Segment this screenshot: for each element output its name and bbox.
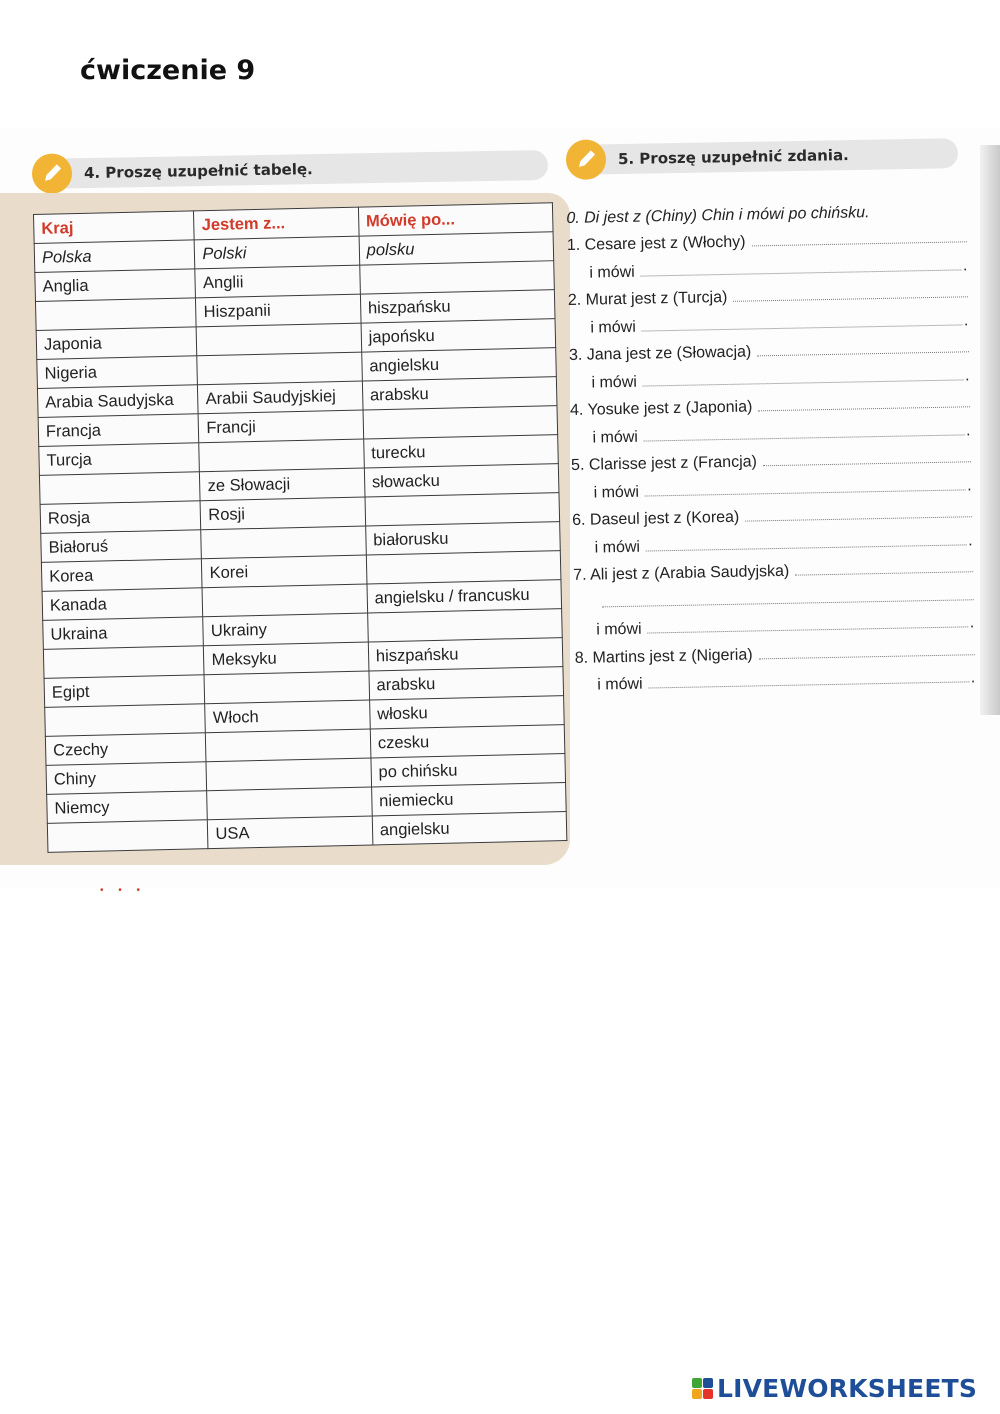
table-cell: japońsku — [361, 319, 556, 352]
table-cell: po chińsku — [371, 754, 566, 787]
blank-cell[interactable] — [35, 298, 196, 331]
table-cell: Kanada — [42, 588, 203, 621]
blank-cell[interactable] — [366, 551, 561, 584]
blank-cell[interactable] — [207, 787, 372, 820]
table-cell: polsku — [359, 232, 554, 265]
period: . — [963, 311, 969, 329]
blank-cell[interactable] — [201, 526, 366, 559]
sentence-text: 3. Jana jest ze (Słowacja) — [568, 343, 752, 364]
blank-cell[interactable] — [363, 406, 558, 439]
country-language-table — [33, 202, 567, 853]
period: . — [965, 421, 971, 439]
table-cell: Niemcy — [47, 791, 208, 824]
sentence-text: 2. Murat jest z (Turcja) — [567, 288, 728, 309]
table-cell: czesku — [370, 725, 565, 758]
sentence-text: 6. Daseul jest z (Korea) — [571, 508, 740, 529]
answer-blank-origin[interactable] — [763, 461, 971, 466]
example-sentence-text: 0. Di jest z (Chiny) Chin i mówi po chińsku. — [566, 203, 870, 227]
blank-cell[interactable] — [199, 439, 364, 472]
answer-blank-origin[interactable] — [757, 351, 969, 356]
liveworksheets-logo — [692, 1374, 977, 1403]
table-cell: Rosji — [200, 497, 365, 530]
table-cell: włosku — [369, 696, 564, 729]
sentence-text: i mówi — [591, 373, 638, 392]
logo-mark-icon — [692, 1378, 713, 1399]
table-cell: arabsku — [369, 667, 564, 700]
exercise4-table-wrap — [33, 202, 567, 853]
column-header-country: Kraj — [34, 211, 195, 244]
table-cell: USA — [208, 816, 373, 849]
page-title: ćwiczenie 9 — [80, 55, 256, 86]
table-cell: angielsku — [372, 812, 567, 845]
blank-cell[interactable] — [39, 472, 200, 505]
answer-blank-language[interactable] — [649, 681, 969, 688]
period: . — [967, 531, 973, 549]
table-cell: Turcja — [39, 443, 200, 476]
table-cell: Arabii Saudyjskiej — [198, 381, 363, 414]
table-cell: Czechy — [45, 733, 206, 766]
table-cell: hiszpańsku — [360, 290, 555, 323]
red-marks: • • • — [100, 885, 147, 896]
table-cell: Polska — [34, 240, 195, 273]
table-cell: arabsku — [362, 377, 557, 410]
column-header-from: Jestem z... — [194, 207, 359, 240]
exercise5-title: 5. Proszę uzupełnić zdania. — [600, 138, 958, 174]
period: . — [962, 256, 968, 274]
table-cell: angielsku / francusku — [367, 580, 562, 613]
sentence-text: i mówi — [592, 428, 639, 447]
answer-blank-origin[interactable] — [759, 654, 975, 659]
answer-blank-origin[interactable] — [795, 571, 973, 575]
blank-cell[interactable] — [365, 493, 560, 526]
sentence-text: i mówi — [590, 318, 636, 337]
table-cell: Korei — [202, 555, 367, 588]
sentence-text: i mówi — [594, 538, 641, 557]
table-cell: Polski — [195, 236, 360, 269]
sentence-text: i mówi — [596, 620, 642, 639]
exercise5-sentences — [566, 192, 975, 695]
table-cell: angielsku — [361, 348, 556, 381]
table-cell: Nigeria — [37, 356, 198, 389]
sentence-text: i mówi — [589, 263, 635, 282]
exercise5-header — [566, 133, 959, 180]
table-cell: Arabia Saudyjska — [37, 385, 198, 418]
answer-blank-origin[interactable] — [733, 296, 968, 302]
table-cell: Korea — [41, 559, 202, 592]
sentence-text: 4. Yosuke jest z (Japonia) — [569, 398, 753, 419]
table-cell: Anglia — [35, 269, 196, 302]
blank-cell[interactable] — [367, 609, 562, 642]
answer-blank-origin[interactable] — [758, 406, 970, 411]
period: . — [970, 669, 976, 687]
blank-cell[interactable] — [47, 820, 208, 853]
blank-cell[interactable] — [360, 261, 555, 294]
table-cell: ze Słowacji — [200, 468, 365, 501]
table-cell: Japonia — [36, 327, 197, 360]
sentence-text: 5. Clarisse jest z (Francja) — [570, 453, 758, 474]
blank-cell[interactable] — [204, 671, 369, 704]
blank-cell[interactable] — [206, 729, 371, 762]
logo-text: LIVEWORKSHEETS — [717, 1374, 978, 1403]
sentence-text: 7. Ali jest z (Arabia Saudyjska) — [573, 562, 790, 584]
table-cell: Hiszpanii — [196, 294, 361, 327]
table-cell: Francji — [198, 410, 363, 443]
period: . — [969, 614, 975, 632]
table-cell: Francja — [38, 414, 199, 447]
exercise4-title: 4. Proszę uzupełnić tabelę. — [66, 150, 548, 188]
page-edge-shadow — [980, 145, 1000, 715]
table-cell: Włoch — [205, 700, 370, 733]
column-header-language: Mówię po... — [358, 203, 553, 236]
table-cell: Meksyku — [204, 642, 369, 675]
table-cell: Białoruś — [41, 530, 202, 563]
blank-cell[interactable] — [43, 646, 204, 679]
table-cell: niemiecku — [371, 783, 566, 816]
table-cell: Chiny — [46, 762, 207, 795]
blank-cell[interactable] — [197, 352, 362, 385]
table-cell: białorusku — [365, 522, 560, 555]
sentence-text: 8. Martins jest z (Nigeria) — [574, 646, 753, 667]
blank-cell[interactable] — [197, 323, 362, 356]
table-cell: Ukraina — [43, 617, 204, 650]
table-cell: Egipt — [44, 675, 205, 708]
table-cell: Rosja — [40, 501, 201, 534]
table-cell: Ukrainy — [203, 613, 368, 646]
blank-cell[interactable] — [206, 758, 371, 791]
blank-cell[interactable] — [202, 584, 367, 617]
table-cell: Anglii — [195, 265, 360, 298]
sentence-text: i mówi — [597, 675, 643, 694]
table-cell: słowacku — [364, 464, 559, 497]
answer-blank-origin[interactable] — [745, 516, 972, 521]
answer-blank-origin[interactable] — [752, 241, 967, 246]
period: . — [964, 366, 970, 384]
sentence-text: 1. Cesare jest z (Włochy) — [566, 233, 746, 254]
table-cell: hiszpańsku — [368, 638, 563, 671]
sentence-text: i mówi — [593, 483, 640, 502]
blank-cell[interactable] — [45, 704, 206, 737]
table-cell: turecku — [363, 435, 558, 468]
period: . — [966, 476, 972, 494]
